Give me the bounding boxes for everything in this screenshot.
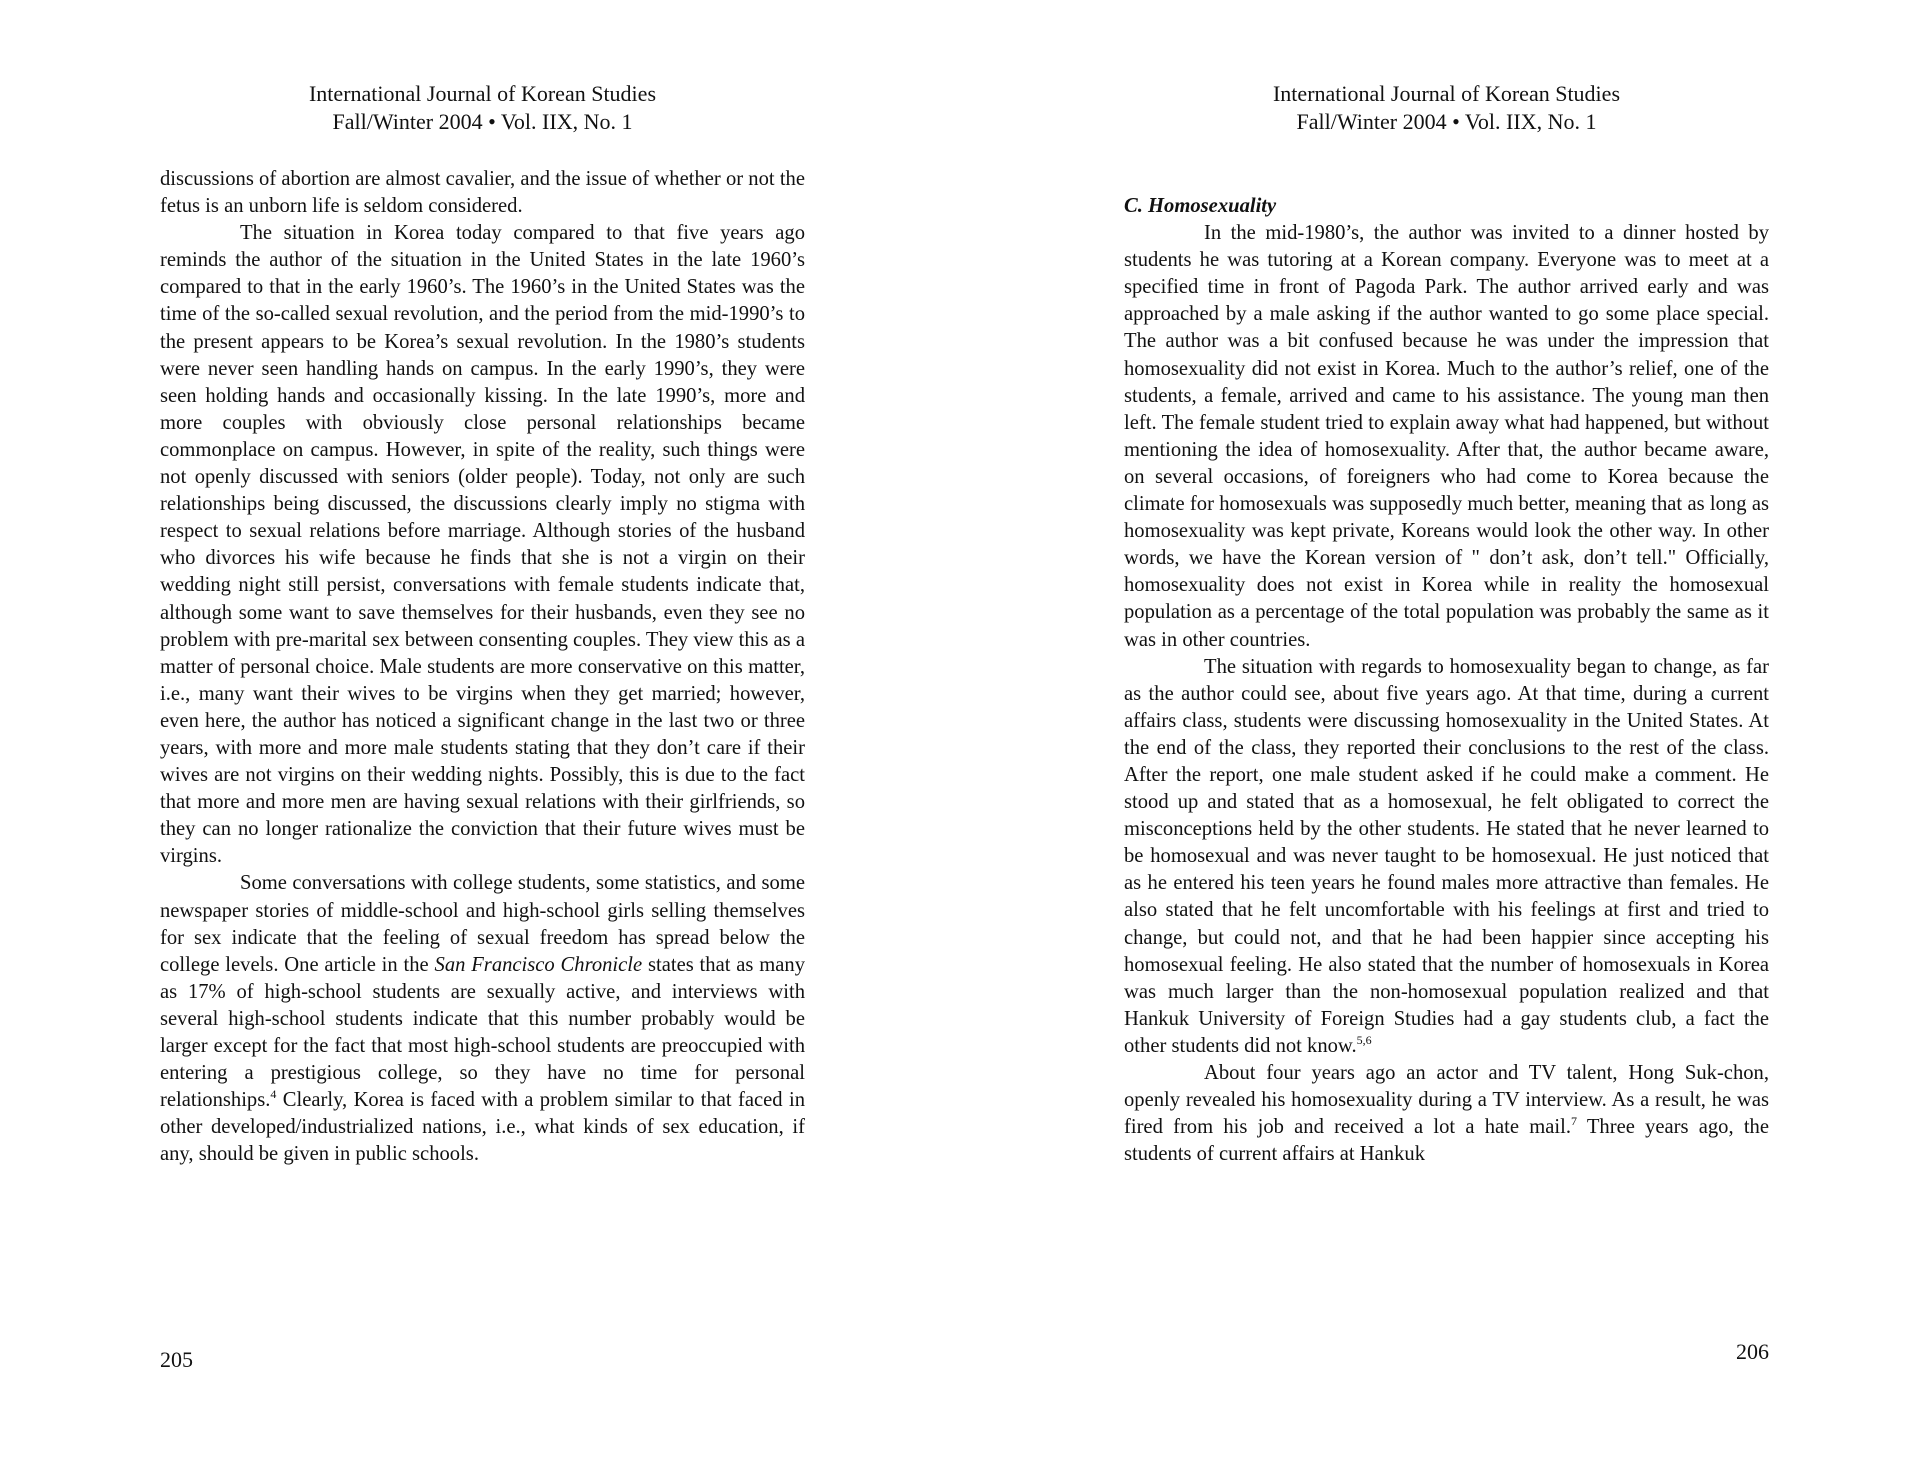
journal-title: International Journal of Korean Studies (308, 81, 656, 106)
right-page (1124, 0, 1769, 1484)
paragraph (1124, 654, 1769, 1060)
journal-title: International Journal of Korean Studies (1272, 81, 1620, 106)
text-run: Some conversations with college students, some statistics, and some newspaper stories of middle-school and high-school girls selling themselves for sex indicate that the feeling of sexual freedom has spread below the college levels. One article in the (160, 872, 805, 976)
paragraph: The situation in Korea today compared to that five years ago reminds the author of the situation in the United States in the late 1960’s compared to that in the early 1960’s. The 1960’s in the United States was the time of the so-called sexual revolution, and the period from the mid-1990’s to the present appears to be Korea’s sexual revolution. In the 1980’s students were never seen handling hands on campus. In the early 1990’s, they were seen holding hands and occasionally kissing. In the late 1990’s, more and more couples with obviously close personal relationships became commonplace on campus. However, in spite of the reality, such things were not openly discussed with seniors (older people). Today, not only are such relationships being discussed, the discussions clearly imply no stigma with respect to sexual relations before marriage. Although stories of the husband who divorces his wife because he finds that she is not a virgin on their wedding night still persist, conversations with female students indicate that, although some want to save themselves for their husbands, even they see no problem with pre-marital sex between consenting couples. They view this as a matter of personal choice. Male students are more conservative on this matter, i.e., many want their wives to be virgins when they get married; however, even here, the author has noticed a significant change in the last two or three years, with more and more male students stating that they don’t care if their wives are not virgins on their wedding nights. Possibly, this is due to the fact that more and more men are having sexual relations with their girlfriends, so they can no longer rationalize the conviction that their future wives must be virgins. (160, 222, 805, 868)
publication-title: San Francisco Chronicle (434, 953, 643, 976)
paragraph: In the mid-1980’s, the author was invited to a dinner hosted by students he was tutoring at a Korean company. Everyone was to meet at a specified time in front of Pagoda Park. The author arrived early and was approached by a male asking if the author wanted to go some place special. The author was a bit confused because he was under the impression that homosexuality did not exist in Korea. Much to the author’s relief, one of the students, a female, arrived and came to his assistance. The young man then left. The female student tried to explain away what had happened, but without mentioning the idea of homosexuality. After that, the author became aware, on several occasions, of foreigners who had come to Korea because the climate for homosexuals was supposedly much better, meaning that as long as homosexuality was kept private, Koreans would look the other way. In other words, we have the Korean version of " don’t ask, don’t tell." Officially, homosexuality does not exist in Korea while in reality the homosexual population as a percentage of the total population was probably the same as it was in other countries. (1124, 222, 1769, 651)
text-run: Clearly, Korea is faced with a problem similar to that faced in other developed/industrialized nations, i.e., what kinds of sex education, if any, should be given in public schools. (160, 1089, 805, 1166)
paragraph (1124, 1060, 1769, 1168)
right-body-text (1124, 193, 1769, 1168)
issue-info: Fall/Winter 2004 • Vol. IIX, No. 1 (332, 109, 633, 134)
right-running-head (1124, 80, 1769, 136)
footnote-marker[interactable]: 7 (1570, 1114, 1577, 1129)
footnote-marker[interactable]: 5,6 (1356, 1032, 1372, 1047)
text-run: The situation with regards to homosexuality began to change, as far as the author could see, about five years ago. At that time, during a current affairs class, students were discussing homosexuality in the United States. At the end of the class, they reported their conclusions to the rest of the class. After the report, one male student asked if he could make a comment. He stood up and stated that as a homosexual, he felt obligated to correct the misconceptions held by the other students. He stated that he never learned to be homosexual and was never taught to be homosexual. He just noticed that as he entered his teen years he found males more attractive than females. He also stated that he felt uncomfortable with his feelings at first and tried to change, but could not, and that he had been happier since accepting his homosexual feeling. He also stated that the number of homosexuals in Korea was much larger than the non-homosexual population realized and that Hankuk University of Foreign Studies had a gay students club, a fact the other students did not know. (1124, 655, 1769, 1057)
paragraph (160, 870, 805, 1168)
left-running-head (160, 80, 805, 136)
paragraph: discussions of abortion are almost cavalier, and the issue of whether or not the fetus is an unborn life is seldom considered. (160, 168, 805, 218)
text-run: Three years ago, the students of current affairs at Hankuk (1124, 1116, 1769, 1166)
section-heading: C. Homosexuality (1124, 195, 1277, 217)
page-number: 206 (1736, 1339, 1769, 1364)
text-run: About four years ago an actor and TV talent, Hong Suk-chon, openly revealed his homosexuality during a TV interview. As a result, he was fired from his job and received a lot a hate mail. (1124, 1062, 1769, 1139)
page-number: 205 (160, 1347, 193, 1372)
issue-info: Fall/Winter 2004 • Vol. IIX, No. 1 (1296, 109, 1597, 134)
left-body-text (160, 166, 805, 1168)
text-run: states that as many as 17% of high-school students are sexually active, and interviews with several high-school students indicate that this number probably would be larger except for the fact that most high-school students are preoccupied with entering a prestigious college, so they have no time for personal relationships. (160, 953, 805, 1112)
left-page (160, 0, 805, 1484)
footnote-marker[interactable]: 4 (270, 1087, 277, 1102)
